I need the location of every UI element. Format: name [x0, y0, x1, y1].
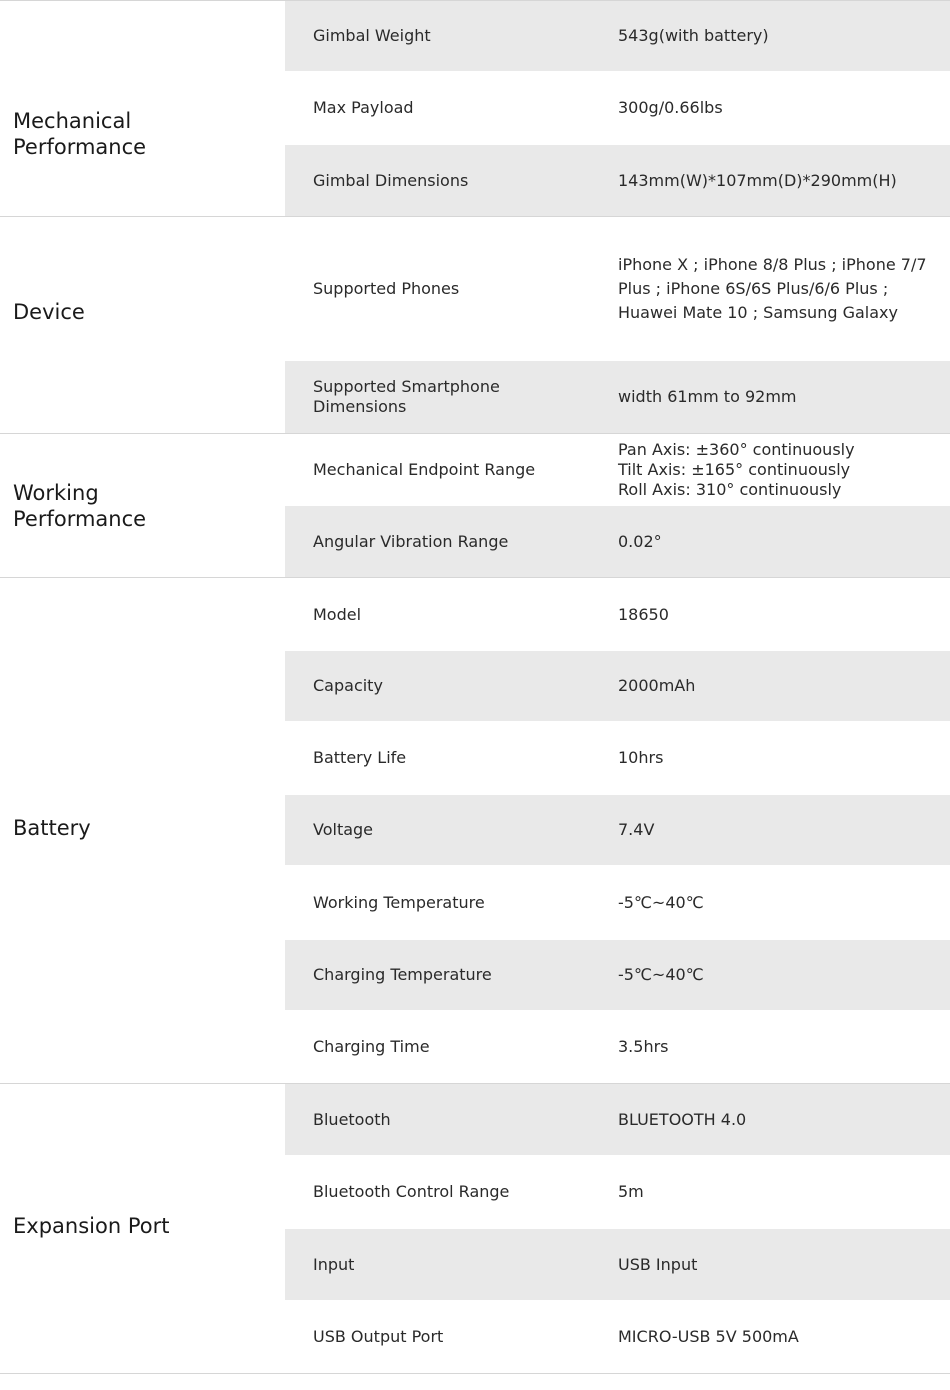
spec-row	[285, 1300, 950, 1373]
spec-value: USB Input	[618, 1254, 698, 1274]
spec-row	[285, 651, 950, 721]
spec-row	[285, 217, 950, 361]
category-label: Device	[13, 300, 85, 324]
spec-value: MICRO-USB 5V 500mA	[618, 1326, 799, 1346]
spec-row	[285, 71, 950, 145]
spec-row	[285, 506, 950, 577]
spec-label: Gimbal Weight	[313, 26, 431, 45]
spec-label: Voltage	[313, 820, 374, 839]
spec-value: Pan Axis: ±360° continuously Tilt Axis: ±165° continuously Roll Axis: 310° continuously	[618, 440, 855, 499]
spec-row	[285, 721, 950, 795]
spec-label: USB Output Port	[313, 1326, 444, 1346]
spec-value: -5℃~40℃	[618, 892, 704, 912]
spec-value: -5℃~40℃	[618, 965, 704, 984]
spec-value: 300g/0.66lbs	[618, 98, 723, 117]
spec-row	[285, 145, 950, 216]
category-label: Working Performance	[13, 481, 147, 531]
section-battery	[0, 577, 950, 1083]
spec-label: Mechanical Endpoint Range	[313, 460, 536, 479]
section-working-performance	[0, 433, 950, 577]
spec-label: Bluetooth Control Range	[313, 1182, 510, 1201]
spec-label: Input	[313, 1254, 355, 1274]
spec-row	[285, 865, 950, 940]
spec-value: 10hrs	[618, 748, 664, 767]
spec-row	[285, 940, 950, 1010]
spec-label: Bluetooth	[313, 1109, 391, 1129]
spec-label: Charging Temperature	[313, 965, 492, 984]
spec-row	[285, 1155, 950, 1229]
spec-label: Working Temperature	[313, 892, 485, 912]
section-mechanical-performance	[0, 0, 950, 216]
spec-value: 543g(with battery)	[618, 26, 769, 45]
spec-label: Gimbal Dimensions	[313, 170, 469, 190]
spec-label: Capacity	[313, 676, 383, 695]
spec-label: Charging Time	[313, 1036, 430, 1056]
spec-value: width 61mm to 92mm	[618, 387, 797, 406]
spec-label: Supported Smartphone Dimensions	[313, 377, 500, 416]
spec-value: 143mm(W)*107mm(D)*290mm(H)	[618, 170, 897, 190]
section-expansion-port	[0, 1083, 950, 1373]
spec-label: Max Payload	[313, 98, 414, 117]
category-label: Expansion Port	[13, 1214, 170, 1238]
spec-value: 2000mAh	[618, 676, 696, 695]
spec-row	[285, 578, 950, 651]
spec-row	[285, 434, 950, 506]
spec-row	[285, 795, 950, 865]
spec-value: 3.5hrs	[618, 1036, 669, 1056]
spec-row	[285, 1084, 950, 1155]
spec-value: iPhone X ; iPhone 8/8 Plus ; iPhone 7/7 Plus ; iPhone 6S/6S Plus/6/6 Plus ; Huawei Mate 10 ; Samsung Galaxy	[618, 255, 927, 322]
spec-value: 0.02°	[618, 531, 662, 551]
spec-value: 5m	[618, 1182, 644, 1201]
spec-row	[285, 1010, 950, 1083]
spec-row	[285, 1229, 950, 1300]
spec-value: 7.4V	[618, 820, 655, 839]
spec-label: Model	[313, 604, 362, 624]
spec-label: Battery Life	[313, 748, 407, 767]
spec-label: Supported Phones	[313, 279, 460, 298]
spec-row	[285, 361, 950, 433]
divider	[0, 1373, 950, 1374]
category-label: Mechanical Performance	[13, 109, 147, 159]
spec-row	[285, 1, 950, 71]
category-label: Battery	[13, 816, 91, 840]
spec-label: Angular Vibration Range	[313, 531, 509, 551]
spec-value: 18650	[618, 604, 669, 624]
section-device	[0, 216, 950, 433]
spec-value: BLUETOOTH 4.0	[618, 1109, 747, 1129]
